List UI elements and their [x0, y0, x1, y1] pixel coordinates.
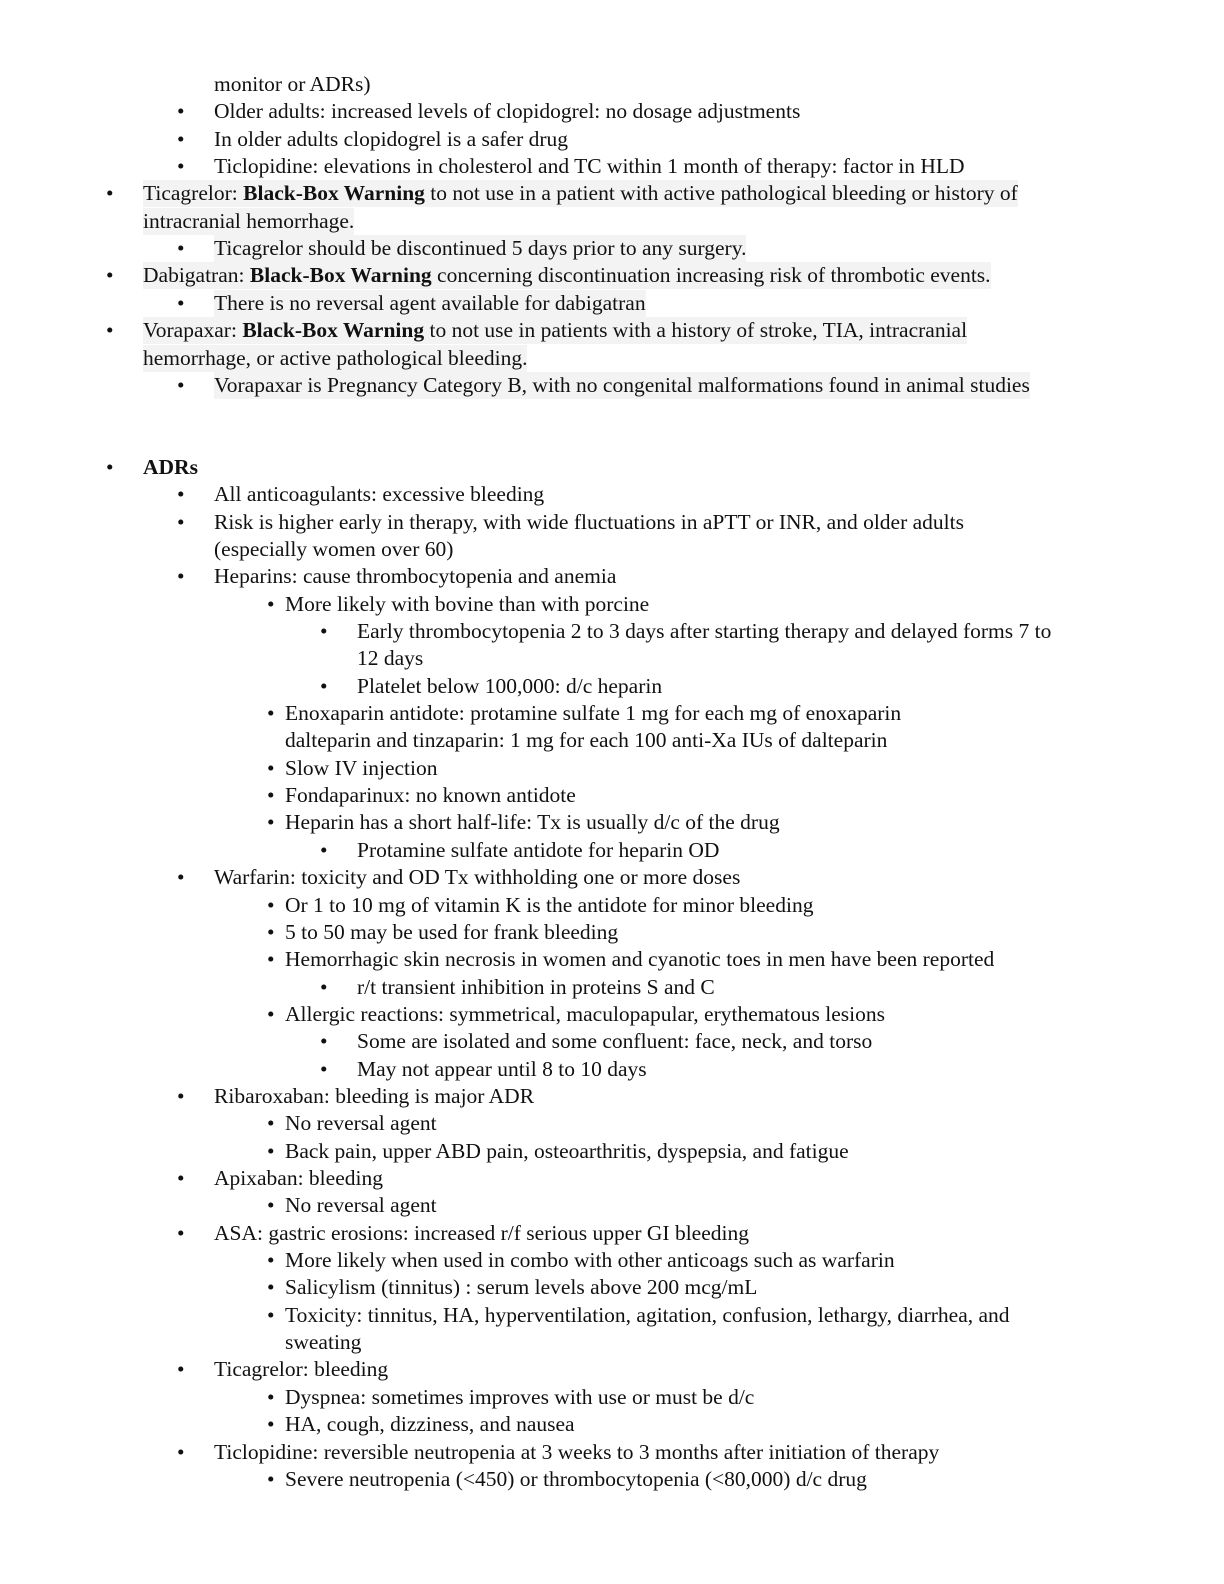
bold-text: Black-Box Warning	[243, 181, 425, 206]
bullet-marker: •	[267, 1275, 275, 1300]
list-item-text: r/t transient inhibition in proteins S and C	[357, 974, 715, 999]
list-item-text: Vorapaxar is Pregnancy Category B, with no congenital malformations found in animal studies	[214, 372, 1030, 397]
list-item-text: Ticagrelor should be discontinued 5 days prior to any surgery.	[214, 236, 747, 261]
bullet-marker: •	[267, 701, 275, 726]
bullet-marker: •	[177, 564, 185, 589]
list-item-text: Toxicity: tinnitus, HA, hyperventilation, agitation, confusion, lethargy, diarrhea, and	[285, 1302, 1010, 1327]
bold-text: Black-Box Warning	[242, 318, 425, 343]
bullet-marker: •	[267, 783, 275, 808]
bullet-marker: •	[267, 591, 275, 616]
list-item-text: sweating	[285, 1330, 362, 1355]
bullet-marker: •	[177, 1220, 185, 1245]
bullet-marker: •	[106, 263, 114, 288]
bullet-marker: •	[267, 1302, 275, 1327]
list-item-text: Enoxaparin antidote: protamine sulfate 1 mg for each mg of enoxaparin	[285, 701, 902, 726]
list-item-text: Salicylism (tinnitus) : serum levels above 200 mcg/mL	[285, 1275, 758, 1300]
bullet-marker: •	[177, 290, 185, 315]
list-item-text: Fondaparinux: no known antidote	[285, 783, 576, 808]
text-run: Ticagrelor:	[143, 181, 244, 206]
list-item-text: Protamine sulfate antidote for heparin OD	[357, 837, 720, 862]
list-item-text: May not appear until 8 to 10 days	[357, 1056, 647, 1081]
text-run: concerning discontinuation increasing risk of thrombotic events.	[431, 263, 991, 288]
bullet-marker: •	[267, 1248, 275, 1273]
list-item-text: Severe neutropenia (<450) or thrombocytopenia (<80,000) d/c drug	[285, 1466, 867, 1491]
list-item-text: Ticlopidine: reversible neutropenia at 3 weeks to 3 months after initiation of therapy	[214, 1439, 940, 1464]
list-item-text: Ribaroxaban: bleeding is major ADR	[214, 1083, 535, 1108]
bullet-marker: •	[177, 154, 185, 179]
list-item-text: Or 1 to 10 mg of vitamin K is the antidote for minor bleeding	[285, 892, 814, 917]
bullet-marker: •	[177, 99, 185, 124]
bullet-marker: •	[320, 673, 328, 698]
bullet-marker: •	[267, 1384, 275, 1409]
list-item-text: Ticlopidine: elevations in cholesterol and TC within 1 month of therapy: factor in HLD	[214, 154, 965, 179]
list-item-text: More likely with bovine than with porcine	[285, 591, 650, 616]
bullet-marker: •	[267, 755, 275, 780]
bullet-marker: •	[177, 236, 185, 261]
bold-text: Black-Box Warning	[249, 263, 432, 288]
bullet-marker: •	[320, 619, 328, 643]
list-item-text: 12 days	[357, 646, 424, 671]
list-item-text: In older adults clopidogrel is a safer drug	[214, 126, 569, 151]
list-item-text: More likely when used in combo with other anticoags such as warfarin	[285, 1248, 895, 1273]
list-item-text: Risk is higher early in therapy, with wide fluctuations in aPTT or INR, and older adults	[214, 509, 964, 534]
bullet-marker: •	[177, 509, 185, 534]
list-item-text	[143, 180, 1018, 207]
bullet-marker: •	[267, 919, 275, 944]
list-item-text: HA, cough, dizziness, and nausea	[285, 1412, 575, 1437]
bullet-marker: •	[267, 1001, 275, 1026]
list-item-text: hemorrhage, or active pathological bleeding.	[143, 345, 528, 370]
bullet-marker: •	[177, 126, 185, 151]
bullet-marker: •	[320, 1056, 328, 1081]
bullet-marker: •	[177, 372, 185, 397]
list-item-text: Platelet below 100,000: d/c heparin	[357, 673, 663, 698]
text-run: Dabigatran:	[143, 263, 250, 288]
list-item-text: Back pain, upper ABD pain, osteoarthritis, dyspepsia, and fatigue	[285, 1138, 849, 1163]
bullet-marker: •	[267, 810, 275, 835]
list-item-text: All anticoagulants: excessive bleeding	[214, 482, 545, 507]
bullet-marker: •	[267, 1193, 275, 1218]
list-item-text: Warfarin: toxicity and OD Tx withholding one or more doses	[214, 865, 741, 890]
bullet-marker: •	[267, 1466, 275, 1491]
list-item-text: Ticagrelor: bleeding	[214, 1357, 389, 1382]
list-item-text: Apixaban: bleeding	[214, 1166, 383, 1190]
list-item-text	[143, 454, 198, 481]
bullet-marker: •	[267, 1138, 275, 1163]
list-item-text: Hemorrhagic skin necrosis in women and cyanotic toes in men have been reported	[285, 947, 995, 972]
bullet-marker: •	[106, 181, 114, 206]
list-item-text: Heparins: cause thrombocytopenia and anemia	[214, 564, 617, 589]
bullet-marker: •	[177, 1439, 185, 1464]
bullet-marker: •	[320, 974, 328, 999]
list-item-text: ASA: gastric erosions: increased r/f serious upper GI bleeding	[214, 1220, 749, 1245]
list-item-text: Slow IV injection	[285, 755, 438, 780]
list-item-text: Heparin has a short half-life: Tx is usually d/c of the drug	[285, 810, 780, 835]
list-item-text: intracranial hemorrhage.	[143, 208, 355, 233]
bullet-marker: •	[267, 892, 275, 917]
list-item-text: No reversal agent	[285, 1193, 437, 1218]
bullet-marker: •	[177, 1083, 185, 1108]
bullet-marker: •	[177, 482, 185, 507]
list-item-text	[143, 262, 991, 289]
text-run: to not use in a patient with active pathological bleeding or history of	[424, 181, 1018, 206]
list-item-text: Early thrombocytopenia 2 to 3 days after starting therapy and delayed forms 7 to	[357, 619, 1052, 643]
list-item-text: Older adults: increased levels of clopidogrel: no dosage adjustments	[214, 99, 801, 124]
bold-text: ADRs	[143, 454, 198, 479]
list-item-text: Some are isolated and some confluent: face, neck, and torso	[357, 1029, 873, 1054]
list-item-text: dalteparin and tinzaparin: 1 mg for each 100 anti-Xa IUs of dalteparin	[285, 728, 888, 753]
bullet-marker: •	[177, 1166, 185, 1190]
bullet-marker: •	[267, 947, 275, 972]
bullet-marker: •	[106, 454, 114, 479]
list-item-text: (especially women over 60)	[214, 536, 454, 561]
bullet-marker: •	[177, 1357, 185, 1382]
list-item-text: There is no reversal agent available for dabigatran	[214, 290, 646, 315]
list-item-text: Allergic reactions: symmetrical, maculopapular, erythematous lesions	[285, 1001, 885, 1026]
bullet-marker: •	[267, 1412, 275, 1437]
list-item-text	[143, 317, 967, 344]
bullet-marker: •	[320, 837, 328, 862]
list-item-text: No reversal agent	[285, 1111, 437, 1136]
bullet-marker: •	[177, 865, 185, 890]
list-item-text: monitor or ADRs)	[214, 72, 371, 96]
list-item-text: Dyspnea: sometimes improves with use or must be d/c	[285, 1384, 755, 1409]
text-run: Vorapaxar:	[143, 318, 243, 343]
text-run: to not use in patients with a history of stroke, TIA, intracranial	[424, 318, 968, 343]
bullet-marker: •	[267, 1111, 275, 1136]
list-item-text: 5 to 50 may be used for frank bleeding	[285, 919, 619, 944]
bullet-marker: •	[106, 318, 114, 343]
bullet-marker: •	[320, 1029, 328, 1054]
